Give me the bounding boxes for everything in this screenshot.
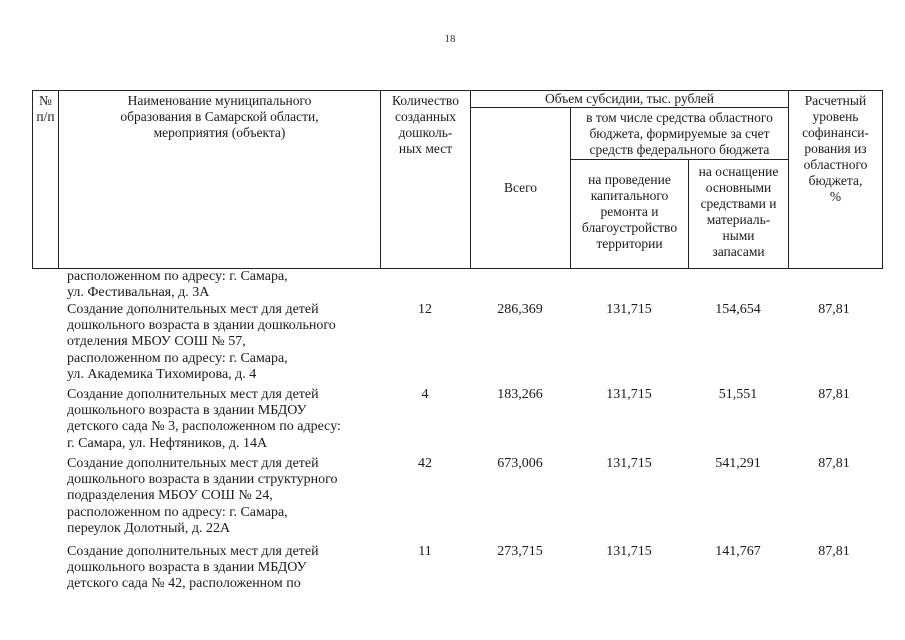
cell-rate: 87,81 <box>818 302 850 317</box>
cell-equipment: 541,291 <box>715 456 761 471</box>
header-subsidy-group: Объем субсидии, тыс. рублей <box>544 91 715 106</box>
cell-capital: 131,715 <box>606 544 652 559</box>
cell-total: 673,006 <box>497 456 543 471</box>
cell-capital: 131,715 <box>606 387 652 402</box>
cell-capital: 131,715 <box>606 456 652 471</box>
cell-total: 273,715 <box>497 544 543 559</box>
subsidy-group-rule <box>470 107 788 108</box>
header-equipment: на оснащение основными средствами и материаль- ными запасами <box>698 164 779 259</box>
row-description: расположенном по адресу: г. Самара, ул. Фестивальная, д. 3А <box>67 269 288 301</box>
table-row <box>0 456 905 540</box>
row-description: Создание дополнительных мест для детей дошкольного возраста в здании МБДОУ детского сада № 3, расположенном по адресу: г. Самара, ул. Нефтяников, д. 14А <box>67 387 341 451</box>
row-description: Создание дополнительных мест для детей дошкольного возраста в здании дошкольного отделения МБОУ СОШ № 57, расположенном по адресу: г. Самара, ул. Академика Тихомирова, д. 4 <box>67 302 336 382</box>
cell-equipment: 141,767 <box>715 544 761 559</box>
cell-equipment: 51,551 <box>718 387 758 402</box>
table-row <box>0 269 905 303</box>
table-row <box>0 387 905 455</box>
row-description: Создание дополнительных мест для детей дошкольного возраста в здании структурного подразделения МБОУ СОШ № 24, расположенном по адресу: г. Самара, переулок Долотный, д. 22А <box>67 456 338 536</box>
header-num: № п/п <box>36 93 55 124</box>
header-count: Количество созданных дошколь- ных мест <box>392 93 459 156</box>
row-description: Создание дополнительных мест для детей дошкольного возраста в здании МБДОУ детского сада № 42, расположенном по <box>67 544 319 592</box>
table-row <box>0 302 905 386</box>
table-header <box>0 0 905 270</box>
cell-capital: 131,715 <box>606 302 652 317</box>
cell-rate: 87,81 <box>818 456 850 471</box>
col-rule-7 <box>882 90 883 269</box>
cell-rate: 87,81 <box>818 387 850 402</box>
header-federal-group: в том числе средства областного бюджета, формируемые за счет средств федерального бюджета <box>586 110 773 157</box>
cell-count: 11 <box>418 544 432 559</box>
table-row <box>0 544 905 596</box>
cell-total: 183,266 <box>497 387 543 402</box>
federal-group-rule <box>570 159 788 160</box>
header-total: Всего <box>503 180 538 195</box>
cell-rate: 87,81 <box>818 544 850 559</box>
cell-count: 12 <box>418 302 432 317</box>
header-rate: Расчетный уровень софинанси- рования из областного бюджета, % <box>802 93 869 204</box>
cell-count: 4 <box>421 387 429 402</box>
cell-count: 42 <box>418 456 432 471</box>
header-name: Наименование муниципального образования в Самарской области, мероприятия (объекта) <box>120 93 319 140</box>
page-number: 18 <box>444 33 456 45</box>
cell-total: 286,369 <box>497 302 543 317</box>
cell-equipment: 154,654 <box>715 302 761 317</box>
header-capital: на проведение капитального ремонта и благоустройство территории <box>581 172 678 251</box>
